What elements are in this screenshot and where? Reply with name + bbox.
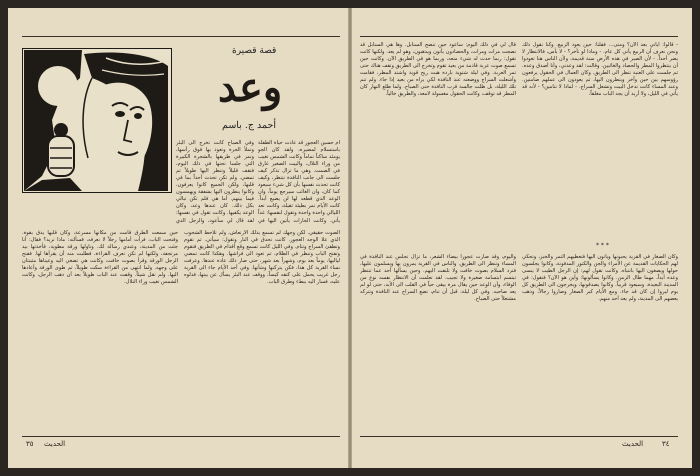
folio-number: ٣٤ — [662, 440, 670, 448]
bottom-rule — [360, 436, 678, 437]
lower-column-left: واليوم، وقد صارت عجوزاً بيضاء الشعر، ما تزال تجلس عند النافذة في المساء وتنظر الى الطريق. والناس في القرية يمرون بها ويسلمون عليها، فترد السلام بصوت خافت ولا تلتفت اليهم. وحين يسألها أحد عما تنتظر تبتسم ابتسامة صغيرة ولا تجيب. لقد تعلمت أن الانتظار نفسه نوع من الوفاء، وأن الوعد حين يقال مرة يبقى حياً في القلب الى الأبد، حتى لو لم يعد صاحبه. وفي كل ليلة، قبل أن تنام، تضع السراج عند النافذة وتتركه مشتعلاً حتى الصباح. — [360, 254, 516, 303]
body-column-left: حين سمعت الطرق قامت من مكانها مسرعة، وكان قلبها يدق بقوة. وفتحت الباب، فرأت أمامها رجلاً لا تعرفه، فسألته: ماذا تريد؟ فقال: أنا جئت من المدينة، وعندي رسالة لك. وناولها ورقة مطوية، فأخذتها بيد مرتجفة، ولكنها لم تكن تعرف القراءة، فطلبت منه أن يقرأها لها. ففتح الرجل الورقة وقرأ بصوت خافت، وكانت هي تصغي اليه وعيناها مثبتتان على وجهه. ولما انتهى من القراءة سكت طويلاً، ثم طوى الورقة وأعادها اليها. ولم تقل شيئاً. وقفت عند الباب طويلاً بعد أن ذهب الرجل، وكانت الشمس تغيب وراء التلال. — [22, 230, 178, 286]
body-column-right: الصوت حقيقي. لكن وجهك لم تسمع بذلك الارتعاش، ولم تلاحظ الشحوب الذي علا الوجه العجوز. كانت تحدق في النار وتقول: سيأتي. ثم تقوم وتطفئ السراج وتنام. وفي الليل كانت تسمع وقع أقدام في الطريق فتقوم وتفتح الباب وتنظر في الظلام، ثم تعود الى فراشها. وهكذا كانت تمضي لياليها، يوماً بعد يوم، وشهراً بعد شهر، حتى صار ذلك عادة عندها. وعرفت نساء القرية كل هذا، فكن يتركنها وشأنها. وفي أحد الأيام جاء الى القرية رجل غريب يحمل على كتفه كيساً، ووقف عند البئر يسأل عن بيتها، فدلوه عليه، فسار اليه ببطء وطرق الباب. — [184, 230, 340, 286]
right-page — [350, 8, 692, 468]
story-title: وعد — [218, 64, 283, 111]
column-right: - قالوا: أيأتي بعد الآن؟ ومتى… فقلنا: حين يعود الربيع. وكنا نقول ذلك ونحن نعرف أن الربيع يأتي كل عام. - وماذا لو تأخر؟ - لا بأس، فالانتظار لا يضر أحداً. - لأن الصبر في هذه الأرض سنة قديمة، ولأن الناس هنا تعودوا أن ينتظروا المطر والحصاد والغائبين. وقالت: لقد وعدني، وأنا أصدق وعده. ثم جلست على العتبة تنظر الى الطريق. وكان العمال في الحقول يرفعون رؤوسهم بين حين وآخر وينظرون اليها، ثم يعودون الى عملهم صامتين. وعند المساء كانت تدخل البيت وتشعل السراج. - لماذا لا تنامين؟ - لأنه قد يأتي في الليل، ولا أريد أن يجد الباب مغلقاً. — [522, 42, 678, 98]
magazine-spread — [8, 8, 692, 468]
folio-name: الحديث — [622, 440, 644, 448]
folio-name: الحديث — [44, 440, 66, 448]
story-author: أحمد ج. باسم — [222, 120, 277, 131]
section-break: * * * — [596, 242, 609, 249]
bottom-rule — [22, 436, 340, 437]
illustration-drawing — [22, 48, 172, 193]
story-illustration — [22, 48, 172, 193]
story-label: قصة قصيرة — [232, 46, 277, 56]
intro-column-right: أم حسين العجوز قد عادت حياة الطفلة باستسلام لمصيره، ولقد كان الجو يومئذ ساكناً تماماً وكانت الشمس تغيب من وراء التلال، والبيت الصغير غارق في الصمت. وهي ما تزال تذكر كيف جلست الى جانب النافذة تنتظر، وكيف كانت تحدث نفسها بأن كل شيء سيعود كما كان، وان الغائب سيرجع يوماً، وان الوعد الذي قطعه لها لن يضيع أبداً. كانت الأيام تمر بطيئة ثقيلة، وكانت تعد الليالي واحدة واحدة وتقول لنفسها: غداً يأتي. وكانت الجارات يأتين اليها في — [258, 140, 340, 224]
intro-column-left: وفي الصباح كانت تخرج الى البئر وتملأ الجرة وتعود بها فوق رأسها، وتمر في طريقها بالشجرة الكبيرة التي جلسا تحتها في ذلك اليوم، فتقف قليلاً وتنظر اليها طويلاً ثم تمضي. ولم تكن تحدث أحداً بما في قلبها، ولكن الجميع كانوا يعرفون، وكانوا ينظرون اليها بشفقة ويهمسون فيما بينهم. أما هي فلم تكن تبالي بكل ذلك. كان عندها وعد، وكان الوعد يكفيها. وكانت تقول في نفسها: لقد قال لي سأعود، والرجل الذي — [176, 140, 254, 224]
lower-column-right: وكان الصغار في القرية يحبونها ويأتون اليها فتعطيهم التمر والخبز، وتحكي لهم الحكايات القديمة عن الأمراء والجن والكنوز المدفونة، وكانوا يجلسون حولها ويصغون اليها بانتباه. وكانت تقول لهم: إن الرجل الطيب لا ينسى وعده أبداً، مهما طال الزمن. وكانوا يسألونها: وأين هو الآن؟ فتقول: في المدينة البعيدة، وسيعود قريباً. وكانوا يصدقونها، ويخرجون الى الطريق كل يوم ليروا إن كان قد جاء. ومع الأيام كبر الصغار وصاروا رجالاً، وذهب بعضهم الى المدينة، ولم يعد أحد منهم. — [522, 254, 678, 303]
left-page — [8, 8, 350, 468]
top-rule — [22, 36, 340, 37]
folio-number: ٣٥ — [26, 440, 34, 448]
column-left: قال لي في ذلك اليوم: سأعود حين تنضج السنابل. وها هي السنابل قد نضجت مرات ومرات، والحصادون يأتون ويذهبون، وهو لم يعد. ولكنها كانت تقول: ربما حدث له شيء منعه، وربما هو في الطريق الآن. وكانت حين تسمع صوت عربة قادمة من بعيد تقوم وتخرج الى الطريق وتقف هناك حتى تمر العربة. وفي ليلة شتوية باردة هبت ريح قوية واشتد المطر، فقامت وأشعلت السراج ووضعته عند النافذة لكي يراه من بعيد إذا جاء. ولم تنم تلك الليلة، بل ظلت جالسة قرب النافذة حتى الصباح. ولما طلع النهار كان المطر قد توقف، وكانت الحقول مغسولة لامعة، والطريق خالياً. — [360, 42, 516, 98]
top-rule — [360, 36, 678, 37]
